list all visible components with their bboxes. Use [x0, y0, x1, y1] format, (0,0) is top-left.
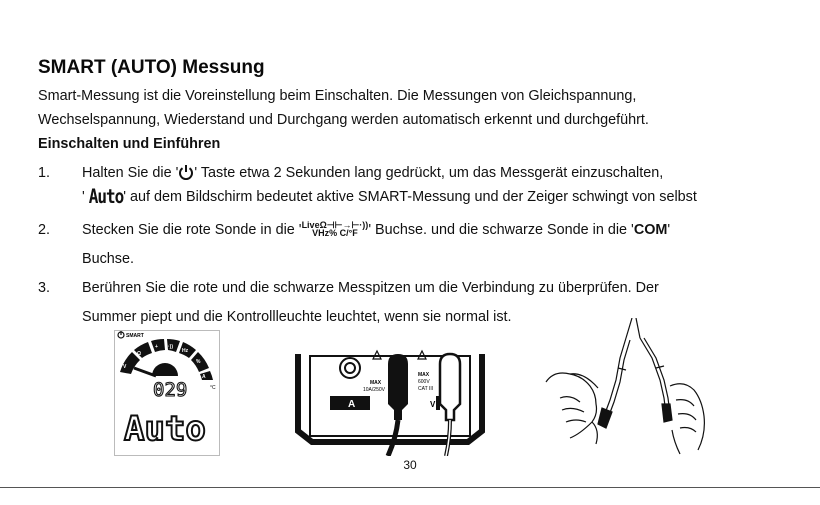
power-icon [178, 164, 194, 185]
step-1-text-a: Halten Sie die ' [82, 165, 179, 181]
arc-label-4: ·)) [168, 344, 173, 350]
step-1-text-c: ' auf dem Bildschirm bedeutet aktive SMART-Messung und der Zeiger schwingt von selbst [123, 189, 697, 205]
arc-label-3: + [155, 344, 158, 350]
left-max-label: MAX [370, 380, 382, 386]
footer-divider [0, 487, 820, 488]
right-rating-1: 600V [418, 379, 430, 385]
step-1-line-1 [82, 164, 663, 185]
jack-symbol-bottom: VHz% C/°F [312, 228, 358, 238]
intro-line-1: Smart-Messung ist die Voreinstellung beim Einschalten. Die Messungen von Gleichspannung, [38, 88, 637, 104]
right-rating-2: CAT III [418, 386, 434, 392]
smart-label: SMART [126, 333, 144, 339]
com-label: COM [633, 222, 668, 238]
arc-label-2: Ω [137, 351, 142, 357]
lcd-mode: Auto [124, 409, 206, 449]
step-2-text-b: ' Buchse. und die schwarze Sonde in die ' [368, 222, 634, 238]
jack-a-label: A [348, 399, 356, 410]
step-3-number: 3. [38, 280, 51, 296]
step-2-text-a: Stecken Sie die rote Sonde in die ' [82, 222, 302, 238]
step-1-line-2 [82, 185, 697, 208]
step-3-line-2: Summer piept und die Kontrollleuchte leuchtet, wenn sie normal ist. [82, 309, 512, 325]
step-2-number: 2. [38, 222, 51, 238]
step-3-line-1: Berühren Sie die rote und die schwarze Messpitzen um die Verbindung zu überprüfen. Der [82, 280, 659, 296]
subheading: Einschalten und Einführen [38, 136, 221, 152]
step-2-line-2: Buchse. [82, 251, 134, 267]
step-1-text-b: ' Taste etwa 2 Sekunden lang gedrückt, um das Messgerät einzuschalten, [194, 165, 664, 181]
arc-label-1: V [123, 364, 127, 370]
right-max-label: MAX [418, 372, 430, 378]
intro-line-2: Wechselspannung, Wiederstand und Durchgang werden automatisch erkennt und durchgeführt. [38, 112, 649, 128]
step-1-number: 1. [38, 165, 51, 181]
jacks-figure [290, 346, 490, 456]
lcd-unit: °C [210, 385, 216, 391]
left-rating: 10A/250V [363, 387, 385, 393]
lcd-display-figure [114, 330, 220, 456]
lcd-reading: 029 [153, 379, 188, 401]
jack-v-label: V [430, 400, 436, 409]
section-title: SMART (AUTO) Messung [38, 57, 265, 78]
jack-symbol-top: LiveΩ⊣⊢→⊢·)) [301, 220, 369, 230]
jack-symbol [302, 221, 369, 237]
step-1-quote: ' [82, 189, 85, 205]
arc-label-6: % [196, 359, 201, 365]
auto-lcd-text: Auto [88, 185, 124, 208]
step-2-line-1 [82, 221, 670, 239]
page-number: 30 [403, 458, 417, 472]
step-2-text-c: ' [667, 222, 671, 238]
probes-figure [540, 318, 720, 456]
arc-label-7: A [202, 374, 206, 380]
arc-label-5: Hz [182, 348, 189, 354]
